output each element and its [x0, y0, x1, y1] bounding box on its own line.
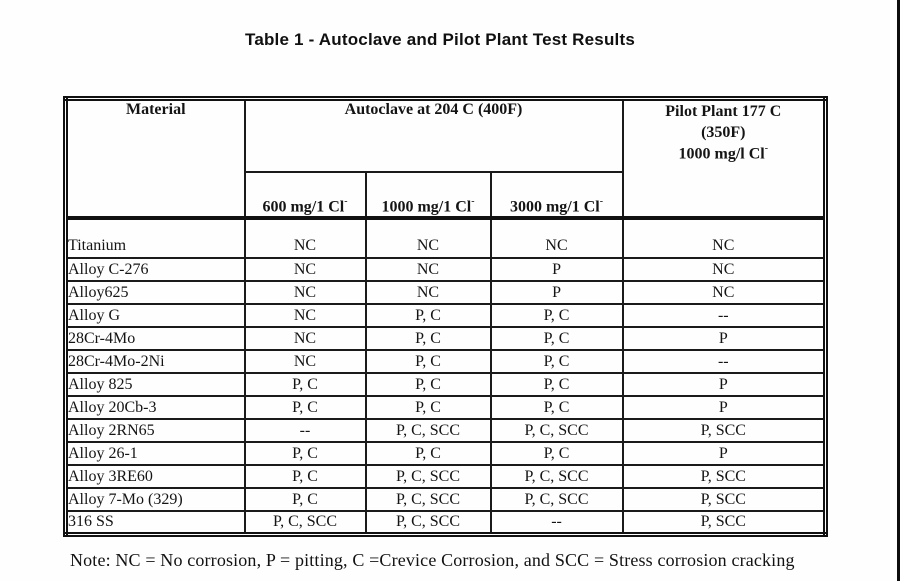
header-row-top	[66, 99, 826, 173]
material-cell: Alloy 26-1	[66, 442, 245, 465]
material-cell: 316 SS	[66, 511, 245, 534]
result-cell: P	[623, 442, 826, 465]
material-cell: Titanium	[66, 218, 245, 258]
result-cell: P, C, SCC	[366, 511, 491, 534]
result-cell: NC	[245, 218, 366, 258]
result-cell: NC	[245, 258, 366, 281]
result-cell: --	[245, 419, 366, 442]
result-cell: P, C	[366, 304, 491, 327]
result-cell: P, C	[245, 373, 366, 396]
result-cell: P, C	[491, 327, 623, 350]
table-row	[66, 373, 826, 396]
result-cell: P, C	[366, 350, 491, 373]
result-cell: NC	[245, 327, 366, 350]
result-cell: --	[623, 350, 826, 373]
result-cell: P, SCC	[623, 465, 826, 488]
table-row	[66, 258, 826, 281]
material-cell: 28Cr-4Mo	[66, 327, 245, 350]
superscript-minus: -	[471, 195, 475, 207]
table-row	[66, 304, 826, 327]
result-cell: P	[491, 281, 623, 304]
material-cell: Alloy 2RN65	[66, 419, 245, 442]
column-header-material: Material	[66, 99, 245, 219]
legend-note: Note: NC = No corrosion, P = pitting, C =Crevice Corrosion, and SCC = Stress corrosion cracking	[70, 550, 795, 570]
material-cell: Alloy 3RE60	[66, 465, 245, 488]
result-cell: P, SCC	[623, 511, 826, 534]
result-cell: P, C, SCC	[366, 488, 491, 511]
result-cell: P, C	[366, 327, 491, 350]
table-row	[66, 281, 826, 304]
result-cell: P, C	[491, 396, 623, 419]
column-header-600mg: 600 mg/1 Cl-	[245, 172, 366, 218]
table-row	[66, 218, 826, 258]
table-row	[66, 396, 826, 419]
table-row	[66, 350, 826, 373]
result-cell: NC	[623, 258, 826, 281]
material-cell: Alloy625	[66, 281, 245, 304]
result-cell: --	[623, 304, 826, 327]
result-cell: P, C	[491, 442, 623, 465]
table-row	[66, 488, 826, 511]
material-cell: Alloy C-276	[66, 258, 245, 281]
result-cell: P, C	[245, 465, 366, 488]
material-cell: Alloy 7-Mo (329)	[66, 488, 245, 511]
result-cell: P, C	[366, 373, 491, 396]
result-cell: P	[623, 373, 826, 396]
superscript-minus: -	[599, 195, 604, 207]
result-cell: P, C	[245, 396, 366, 419]
material-cell: Alloy 20Cb-3	[66, 396, 245, 419]
result-cell: P, C	[366, 442, 491, 465]
result-cell: P	[623, 327, 826, 350]
result-cell: NC	[491, 218, 623, 258]
result-cell: --	[491, 511, 623, 534]
table-row	[66, 327, 826, 350]
result-cell: NC	[623, 218, 826, 258]
material-cell: Alloy G	[66, 304, 245, 327]
result-cell: P, C	[491, 304, 623, 327]
result-cell: NC	[366, 281, 491, 304]
pilot-header-chloride: 1000 mg/l Cl-	[678, 143, 769, 163]
pilot-header-line1: Pilot Plant 177 C	[665, 103, 782, 120]
result-cell: P, C, SCC	[491, 465, 623, 488]
column-header-1000mg: 1000 mg/1 Cl-	[366, 172, 491, 218]
result-cell: P, C, SCC	[366, 419, 491, 442]
result-cell: NC	[366, 218, 491, 258]
result-cell: P	[623, 396, 826, 419]
result-cell: P, C	[245, 442, 366, 465]
result-cell: P, C, SCC	[366, 465, 491, 488]
result-cell: P	[491, 258, 623, 281]
result-cell: NC	[245, 350, 366, 373]
result-cell: P, C	[491, 373, 623, 396]
material-cell: 28Cr-4Mo-2Ni	[66, 350, 245, 373]
table-row	[66, 465, 826, 488]
results-table	[63, 96, 828, 537]
column-header-3000mg: 3000 mg/1 Cl-	[491, 172, 623, 218]
column-header-pilot-plant	[623, 99, 826, 219]
superscript-minus: -	[764, 143, 769, 155]
pilot-header-line2: (350F)	[701, 124, 746, 142]
result-cell: P, C, SCC	[245, 511, 366, 534]
column-header-autoclave: Autoclave at 204 C (400F)	[245, 99, 623, 173]
result-cell: P, C, SCC	[491, 488, 623, 511]
table-row	[66, 419, 826, 442]
superscript-minus: -	[344, 195, 348, 207]
material-cell: Alloy 825	[66, 373, 245, 396]
result-cell: P, SCC	[623, 488, 826, 511]
table-row	[66, 511, 826, 534]
result-cell: P, C, SCC	[491, 419, 623, 442]
result-cell: P, C	[366, 396, 491, 419]
result-cell: NC	[366, 258, 491, 281]
table-row	[66, 442, 826, 465]
result-cell: NC	[623, 281, 826, 304]
result-cell: P, SCC	[623, 419, 826, 442]
result-cell: NC	[245, 304, 366, 327]
result-cell: P, C	[245, 488, 366, 511]
result-cell: NC	[245, 281, 366, 304]
result-cell: P, C	[491, 350, 623, 373]
table-title: Table 1 - Autoclave and Pilot Plant Test Results	[245, 30, 635, 49]
